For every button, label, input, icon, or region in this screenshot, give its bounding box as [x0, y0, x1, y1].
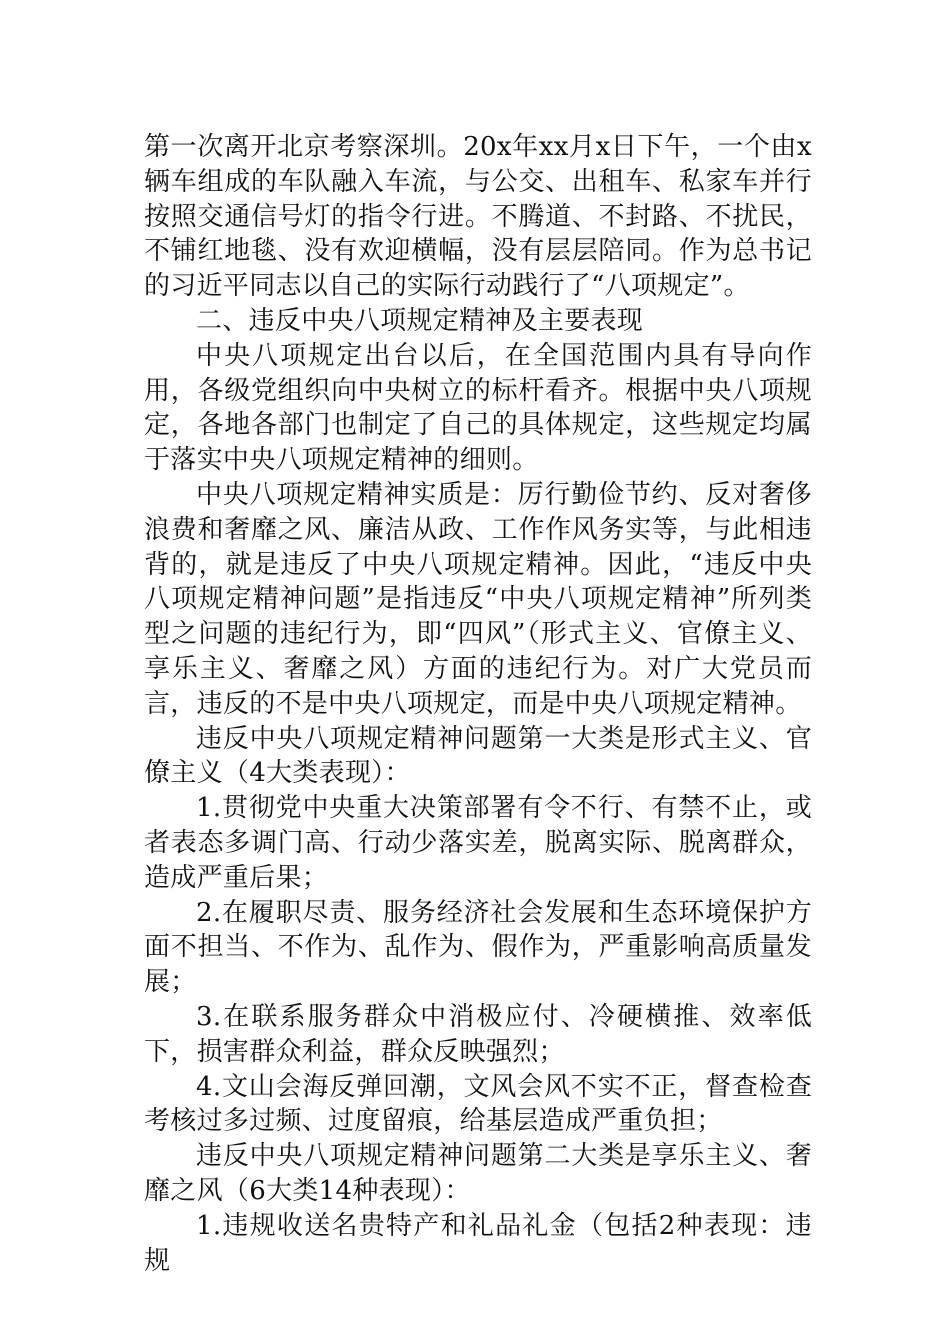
list-item: 1.贯彻党中央重大决策部署有令不行、有禁不止，或者表态多调门高、行动少落实差，脱离实际、脱离群众，造成严重后果；	[144, 793, 812, 893]
category-heading: 违反中央八项规定精神问题第一大类是形式主义、官僚主义（4大类表现）：	[144, 723, 812, 789]
list-item: 4.文山会海反弹回潮，文风会风不实不正，督查检查考核过多过频、过度留痕，给基层造成严重负担；	[144, 1071, 812, 1137]
category-heading: 违反中央八项规定精神问题第二大类是享乐主义、奢靡之风（6大类14种表现）：	[144, 1141, 812, 1206]
paragraph: 中央八项规定精神实质是：厉行勤俭节约、反对奢侈浪费和奢靡之风、廉洁从政、工作作风务实等，与此相违背的，就是违反了中央八项规定精神。因此，“违反中央八项规定精神问题”是指违反“中央八项规定精神”所列类型之问题的违纪行为，即“四风”（形式主义、官僚主义、享乐主义、奢靡之风）方面的违纪行为。对广大党员而言，违反的不是中央八项规定，而是中央八项规定精神。	[144, 479, 812, 719]
list-item: 3.在联系服务群众中消极应付、冷硬横推、效率低下，损害群众利益，群众反映强烈；	[144, 1001, 812, 1067]
document-body	[144, 130, 812, 1278]
section-heading: 二、违反中央八项规定精神及主要表现	[196, 305, 644, 336]
list-item: 1.违规收送名贵特产和礼品礼金（包括2种表现：违规	[144, 1210, 812, 1276]
paragraph-intro-continuation: 第一次离开北京考察深圳。20x年xx月x日下午，一个由x辆车组成的车队融入车流，与公交、出租车、私家车并行按照交通信号灯的指令行进。不腾道、不封路、不扰民，不铺红地毯、没有欢迎横幅，没有层层陪同。作为总书记的习近平同志以自己的实际行动践行了“八项规定”。	[144, 132, 812, 302]
list-item: 2.在履职尽责、服务经济社会发展和生态环境保护方面不担当、不作为、乱作为、假作为，严重影响高质量发展；	[144, 897, 812, 998]
paragraph: 中央八项规定出台以后，在全国范围内具有导向作用，各级党组织向中央树立的标杆看齐。根据中央八项规定，各地各部门也制定了自己的具体规定，这些规定均属于落实中央八项规定精神的细则。	[144, 340, 812, 476]
